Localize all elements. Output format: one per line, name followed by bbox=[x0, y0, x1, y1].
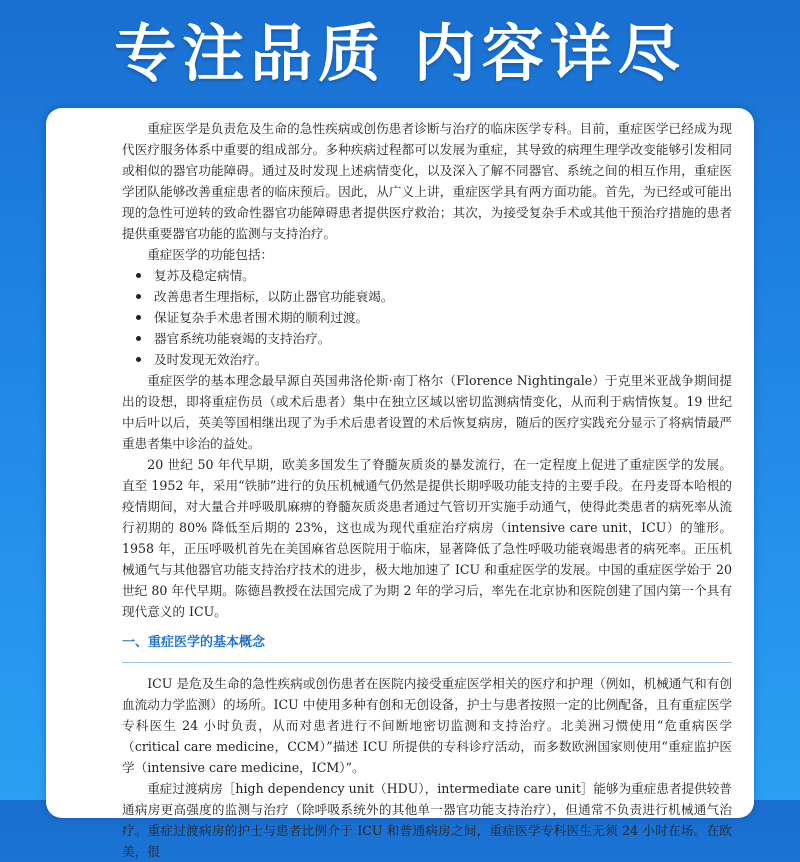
functions-lead: 重症医学的功能包括： bbox=[147, 247, 274, 262]
list-item: 器官系统功能衰竭的支持治疗。 bbox=[122, 328, 732, 349]
intro-paragraph: 重症医学是负责危及生命的急性疾病或创伤患者诊断与治疗的临床医学专科。目前，重症医学已经成为现代医疗服务体系中重要的组成部分。多种疾病过程都可以发展为重症，其导致的病理生理学改变能够引发相同或相似的器官功能障碍。通过及时发现上述病情变化，以及深入了解不同器官、系统之间的相互作用，重症医学团队能够改善重症患者的临床预后。因此，从广义上讲，重症医学具有两方面功能。首先，为已经或可能出现的急性可逆转的致命性器官功能障碍患者提供医疗救治；其次，为接受复杂手术或其他干预治疗措施的患者提供重要器官功能的监测与支持治疗。 bbox=[122, 121, 732, 241]
concept-paragraph-1: ICU 是危及生命的急性疾病或创伤患者在医院内接受重症医学相关的医疗和护理（例如，机械通气和有创血流动力学监测）的场所。ICU 中使用多种有创和无创设备，护士与患者按照一定的比例配备，且有重症医学专科医生 24 小时负责，从而对患者进行不间断地密切监测和支持治疗。北美洲习惯使用“危重病医学（critical care medicine，CCM）”描述 ICU 所提供的专科诊疗活动，而多数欧洲国家则使用“重症监护医学（intensive care medicine，ICM）”。 bbox=[122, 676, 732, 775]
banner bbox=[0, 0, 800, 108]
list-item: 及时发现无效治疗。 bbox=[122, 349, 732, 370]
list-item: 复苏及稳定病情。 bbox=[122, 265, 732, 286]
banner-title: 专注品质 内容详尽 bbox=[114, 17, 686, 90]
list-item: 保证复杂手术患者围术期的顺利过渡。 bbox=[122, 307, 732, 328]
section-heading: 一、重症医学的基本概念 bbox=[122, 635, 266, 650]
concept-paragraph-2: 重症过渡病房［high dependency unit（HDU），intermediate care unit］能够为重症患者提供较普通病房更高强度的监测与治疗（除呼吸系统外的其他单一器官功能支持治疗），但通常不负责进行机械通气治疗。重症过渡病房的护士与患者比例介于 ICU 和普通病房之间，重症医学专科医生无须 24 小时在场。在欧美，很 bbox=[122, 781, 732, 859]
history-paragraph-1: 重症医学的基本理念最早源自英国弗洛伦斯·南丁格尔（Florence Nightingale）于克里米亚战争期间提出的设想，即将重症伤员（或术后患者）集中在独立区域以密切监测病情变化，从而利于病情恢复。19 世纪中后叶以后，英美等国相继出现了为手术后患者设置的术后恢复病房，随后的医疗实践充分显示了将病情最严重患者集中诊治的益处。 bbox=[122, 373, 732, 451]
document-body bbox=[122, 118, 732, 862]
list-item: 改善患者生理指标，以防止器官功能衰竭。 bbox=[122, 286, 732, 307]
document-page bbox=[46, 108, 754, 859]
section-divider bbox=[122, 662, 732, 663]
functions-list bbox=[122, 265, 732, 370]
history-paragraph-2: 20 世纪 50 年代早期，欧美多国发生了脊髓灰质炎的暴发流行，在一定程度上促进了重症医学的发展。直至 1952 年，采用“铁肺”进行的负压机械通气仍然是提供长期呼吸功能支持的主要手段。在丹麦哥本哈根的疫情期间，对大量合并呼吸肌麻痹的脊髓灰质炎患者通过气管切开实施手动通气，使得此类患者的病死率从流行初期的 80% 降低至后期的 23%，这也成为现代重症治疗病房（intensive care unit，ICU）的雏形。1958 年，正压呼吸机首先在美国麻省总医院用于临床，显著降低了急性呼吸功能衰竭患者的病死率。正压机械通气与其他器官功能支持治疗技术的进步，极大地加速了 ICU 和重症医学的发展。中国的重症医学始于 20 世纪 80 年代早期。陈德昌教授在法国完成了为期 2 年的学习后，率先在北京协和医院创建了国内第一个具有现代意义的 ICU。 bbox=[122, 457, 732, 619]
